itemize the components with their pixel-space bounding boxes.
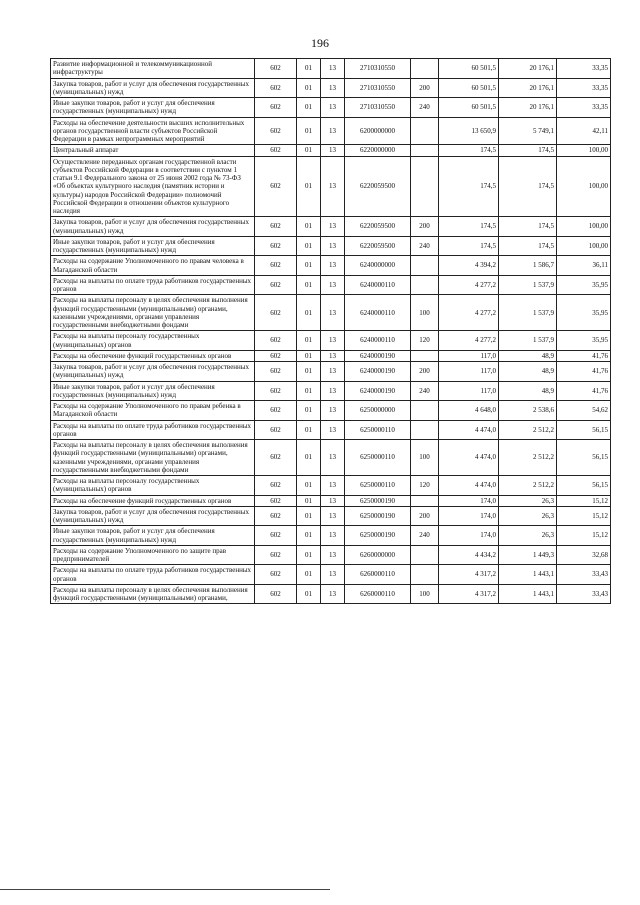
row-target-article-cell: 6250000110	[345, 476, 411, 496]
row-executed-cell: 2 512,2	[499, 440, 557, 476]
row-percent-cell: 36,11	[557, 256, 611, 276]
row-subsection-cell: 13	[321, 506, 345, 526]
row-percent-cell: 54,62	[557, 401, 611, 421]
row-target-article-cell: 6240000110	[345, 331, 411, 351]
row-expense-type-cell: 240	[411, 98, 439, 118]
row-ved-cell: 602	[255, 295, 297, 331]
row-percent-cell: 15,12	[557, 506, 611, 526]
row-section-cell: 01	[297, 98, 321, 118]
row-expense-type-cell: 240	[411, 236, 439, 256]
row-percent-cell: 100,00	[557, 236, 611, 256]
row-planned-cell: 174,0	[439, 495, 499, 506]
row-subsection-cell: 13	[321, 350, 345, 361]
table-row	[51, 401, 611, 421]
row-target-article-cell: 2710310550	[345, 59, 411, 79]
row-target-article-cell: 6260000110	[345, 565, 411, 585]
row-planned-cell: 174,5	[439, 145, 499, 156]
row-expense-type-cell	[411, 565, 439, 585]
row-target-article-cell: 6250000110	[345, 420, 411, 440]
row-target-article-cell: 2710310550	[345, 98, 411, 118]
row-percent-cell: 35,95	[557, 295, 611, 331]
row-executed-cell: 2 512,2	[499, 420, 557, 440]
row-target-article-cell: 6240000110	[345, 295, 411, 331]
row-executed-cell: 1 537,9	[499, 295, 557, 331]
row-executed-cell: 48,9	[499, 350, 557, 361]
row-planned-cell: 117,0	[439, 350, 499, 361]
row-planned-cell: 4 277,2	[439, 295, 499, 331]
row-section-cell: 01	[297, 584, 321, 604]
row-planned-cell: 174,5	[439, 236, 499, 256]
table-row	[51, 495, 611, 506]
row-expense-type-cell: 100	[411, 295, 439, 331]
row-expense-type-cell: 120	[411, 331, 439, 351]
row-percent-cell: 56,15	[557, 440, 611, 476]
table-row	[51, 420, 611, 440]
row-section-cell: 01	[297, 526, 321, 546]
row-target-article-cell: 6240000190	[345, 381, 411, 401]
row-name-cell: Расходы на выплаты по оплате труда работников государственных органов	[51, 420, 255, 440]
table-row	[51, 59, 611, 79]
row-expense-type-cell: 200	[411, 78, 439, 98]
row-name-cell: Центральный аппарат	[51, 145, 255, 156]
row-planned-cell: 4 317,2	[439, 584, 499, 604]
row-target-article-cell: 6250000190	[345, 526, 411, 546]
row-ved-cell: 602	[255, 381, 297, 401]
row-percent-cell: 33,43	[557, 584, 611, 604]
row-name-cell: Закупка товаров, работ и услуг для обеспечения государственных (муниципальных) нужд	[51, 217, 255, 237]
table-row	[51, 584, 611, 604]
row-executed-cell: 5 749,1	[499, 117, 557, 145]
row-section-cell: 01	[297, 236, 321, 256]
table-row	[51, 156, 611, 217]
row-executed-cell: 26,3	[499, 526, 557, 546]
table-row	[51, 440, 611, 476]
table-row	[51, 565, 611, 585]
row-section-cell: 01	[297, 381, 321, 401]
row-executed-cell: 26,3	[499, 495, 557, 506]
row-ved-cell: 602	[255, 78, 297, 98]
row-section-cell: 01	[297, 506, 321, 526]
row-ved-cell: 602	[255, 350, 297, 361]
table-row	[51, 78, 611, 98]
row-planned-cell: 4 277,2	[439, 275, 499, 295]
row-target-article-cell: 6250000110	[345, 440, 411, 476]
row-expense-type-cell: 120	[411, 476, 439, 496]
row-name-cell: Иные закупки товаров, работ и услуг для обеспечения государственных (муниципальных) нужд	[51, 526, 255, 546]
row-ved-cell: 602	[255, 420, 297, 440]
row-section-cell: 01	[297, 295, 321, 331]
table-row	[51, 98, 611, 118]
row-planned-cell: 60 501,5	[439, 59, 499, 79]
row-ved-cell: 602	[255, 362, 297, 382]
row-subsection-cell: 13	[321, 476, 345, 496]
row-expense-type-cell	[411, 420, 439, 440]
row-executed-cell: 1 537,9	[499, 275, 557, 295]
row-section-cell: 01	[297, 156, 321, 217]
row-target-article-cell: 6260000000	[345, 545, 411, 565]
row-section-cell: 01	[297, 59, 321, 79]
row-ved-cell: 602	[255, 156, 297, 217]
row-planned-cell: 60 501,5	[439, 98, 499, 118]
row-planned-cell: 117,0	[439, 362, 499, 382]
row-ved-cell: 602	[255, 495, 297, 506]
row-subsection-cell: 13	[321, 236, 345, 256]
table-row	[51, 545, 611, 565]
row-section-cell: 01	[297, 78, 321, 98]
row-percent-cell: 35,95	[557, 331, 611, 351]
row-expense-type-cell: 240	[411, 381, 439, 401]
row-name-cell: Расходы на выплаты по оплате труда работников государственных органов	[51, 275, 255, 295]
row-percent-cell: 41,76	[557, 350, 611, 361]
row-executed-cell: 1 586,7	[499, 256, 557, 276]
row-percent-cell: 41,76	[557, 362, 611, 382]
table-body	[51, 59, 611, 604]
row-target-article-cell: 6260000110	[345, 584, 411, 604]
table-row	[51, 256, 611, 276]
row-planned-cell: 4 474,0	[439, 440, 499, 476]
row-executed-cell: 174,5	[499, 217, 557, 237]
row-planned-cell: 4 474,0	[439, 476, 499, 496]
row-name-cell: Развитие информационной и телекоммуникационной инфраструктуры	[51, 59, 255, 79]
row-name-cell: Закупка товаров, работ и услуг для обеспечения государственных (муниципальных) нужд	[51, 506, 255, 526]
table-row	[51, 331, 611, 351]
row-expense-type-cell	[411, 545, 439, 565]
row-planned-cell: 117,0	[439, 381, 499, 401]
row-name-cell: Иные закупки товаров, работ и услуг для обеспечения государственных (муниципальных) нужд	[51, 236, 255, 256]
row-percent-cell: 100,00	[557, 145, 611, 156]
table-row	[51, 295, 611, 331]
row-percent-cell: 33,43	[557, 565, 611, 585]
row-percent-cell: 100,00	[557, 217, 611, 237]
row-percent-cell: 35,95	[557, 275, 611, 295]
row-expense-type-cell: 200	[411, 506, 439, 526]
row-name-cell: Расходы на содержание Уполномоченного по защите прав предпринимателей	[51, 545, 255, 565]
row-planned-cell: 4 648,0	[439, 401, 499, 421]
row-planned-cell: 13 650,9	[439, 117, 499, 145]
row-name-cell: Расходы на обеспечение функций государственных органов	[51, 350, 255, 361]
row-percent-cell: 56,15	[557, 420, 611, 440]
budget-table	[50, 58, 611, 604]
row-ved-cell: 602	[255, 526, 297, 546]
row-name-cell: Расходы на выплаты персоналу в целях обеспечения выполнения функций государственными (муниципальными) органами,	[51, 584, 255, 604]
row-percent-cell: 42,11	[557, 117, 611, 145]
row-section-cell: 01	[297, 495, 321, 506]
table-row	[51, 506, 611, 526]
row-section-cell: 01	[297, 476, 321, 496]
row-ved-cell: 602	[255, 236, 297, 256]
row-expense-type-cell: 100	[411, 584, 439, 604]
row-target-article-cell: 6220059500	[345, 217, 411, 237]
row-subsection-cell: 13	[321, 59, 345, 79]
table-row	[51, 381, 611, 401]
row-target-article-cell: 2710310550	[345, 78, 411, 98]
row-planned-cell: 174,5	[439, 156, 499, 217]
page-number: 196	[311, 36, 329, 50]
row-percent-cell: 33,35	[557, 59, 611, 79]
row-ved-cell: 602	[255, 256, 297, 276]
row-target-article-cell: 6220000000	[345, 145, 411, 156]
row-expense-type-cell: 200	[411, 217, 439, 237]
row-ved-cell: 602	[255, 275, 297, 295]
table-row	[51, 362, 611, 382]
row-percent-cell: 33,35	[557, 78, 611, 98]
row-ved-cell: 602	[255, 331, 297, 351]
row-ved-cell: 602	[255, 217, 297, 237]
row-name-cell: Расходы на выплаты персоналу в целях обеспечения выполнения функций государственными (муниципальными) органами, казенными учреждениями, органами управления государственными внебюджетными фондами	[51, 295, 255, 331]
row-percent-cell: 33,35	[557, 98, 611, 118]
row-planned-cell: 4 277,2	[439, 331, 499, 351]
row-name-cell: Закупка товаров, работ и услуг для обеспечения государственных (муниципальных) нужд	[51, 362, 255, 382]
row-percent-cell: 56,15	[557, 476, 611, 496]
row-executed-cell: 1 449,3	[499, 545, 557, 565]
row-planned-cell: 174,5	[439, 217, 499, 237]
row-subsection-cell: 13	[321, 98, 345, 118]
row-section-cell: 01	[297, 545, 321, 565]
row-executed-cell: 174,5	[499, 236, 557, 256]
row-ved-cell: 602	[255, 584, 297, 604]
row-subsection-cell: 13	[321, 362, 345, 382]
row-name-cell: Расходы на выплаты персоналу государственных (муниципальных) органов	[51, 331, 255, 351]
row-subsection-cell: 13	[321, 331, 345, 351]
table-row	[51, 145, 611, 156]
row-section-cell: 01	[297, 275, 321, 295]
row-ved-cell: 602	[255, 401, 297, 421]
row-ved-cell: 602	[255, 117, 297, 145]
row-planned-cell: 174,0	[439, 506, 499, 526]
row-target-article-cell: 6240000110	[345, 275, 411, 295]
row-section-cell: 01	[297, 117, 321, 145]
row-name-cell: Расходы на выплаты по оплате труда работников государственных органов	[51, 565, 255, 585]
row-planned-cell: 4 317,2	[439, 565, 499, 585]
row-executed-cell: 1 537,9	[499, 331, 557, 351]
row-planned-cell: 60 501,5	[439, 78, 499, 98]
row-executed-cell: 26,3	[499, 506, 557, 526]
row-expense-type-cell: 240	[411, 526, 439, 546]
row-executed-cell: 2 538,6	[499, 401, 557, 421]
row-subsection-cell: 13	[321, 156, 345, 217]
row-target-article-cell: 6200000000	[345, 117, 411, 145]
row-planned-cell: 174,0	[439, 526, 499, 546]
row-subsection-cell: 13	[321, 295, 345, 331]
row-ved-cell: 602	[255, 98, 297, 118]
table-row	[51, 117, 611, 145]
row-percent-cell: 32,68	[557, 545, 611, 565]
row-target-article-cell: 6250000190	[345, 506, 411, 526]
row-target-article-cell: 6250000000	[345, 401, 411, 421]
row-section-cell: 01	[297, 217, 321, 237]
row-subsection-cell: 13	[321, 565, 345, 585]
row-expense-type-cell	[411, 495, 439, 506]
table-row	[51, 350, 611, 361]
row-ved-cell: 602	[255, 476, 297, 496]
row-subsection-cell: 13	[321, 256, 345, 276]
row-executed-cell: 2 512,2	[499, 476, 557, 496]
row-section-cell: 01	[297, 565, 321, 585]
row-ved-cell: 602	[255, 545, 297, 565]
row-subsection-cell: 13	[321, 275, 345, 295]
row-target-article-cell: 6240000190	[345, 350, 411, 361]
row-section-cell: 01	[297, 350, 321, 361]
row-expense-type-cell: 200	[411, 362, 439, 382]
row-name-cell: Иные закупки товаров, работ и услуг для обеспечения государственных (муниципальных) нужд	[51, 381, 255, 401]
row-target-article-cell: 6220059500	[345, 236, 411, 256]
row-expense-type-cell: 100	[411, 440, 439, 476]
row-expense-type-cell	[411, 59, 439, 79]
row-executed-cell: 1 443,1	[499, 584, 557, 604]
row-subsection-cell: 13	[321, 420, 345, 440]
row-percent-cell: 41,76	[557, 381, 611, 401]
row-executed-cell: 1 443,1	[499, 565, 557, 585]
row-subsection-cell: 13	[321, 78, 345, 98]
row-subsection-cell: 13	[321, 117, 345, 145]
row-executed-cell: 20 176,1	[499, 59, 557, 79]
table-row	[51, 476, 611, 496]
row-executed-cell: 20 176,1	[499, 98, 557, 118]
row-target-article-cell: 6240000000	[345, 256, 411, 276]
row-section-cell: 01	[297, 145, 321, 156]
row-executed-cell: 48,9	[499, 381, 557, 401]
row-name-cell: Осуществление переданных органам государственной власти субъектов Российской Федерации в соответствии с пунктом 1 статьи 9.1 Федерального закона от 25 июня 2002 года № 73-ФЗ «Об объектах культурного наследия (памятник истории и культуры) народов Российской Федерации» полномочий Российской Федерации в отношении объектов культурного наследия	[51, 156, 255, 217]
row-expense-type-cell	[411, 401, 439, 421]
row-name-cell: Расходы на содержание Уполномоченного по правам ребенка в Магаданской области	[51, 401, 255, 421]
row-executed-cell: 20 176,1	[499, 78, 557, 98]
row-expense-type-cell	[411, 117, 439, 145]
row-section-cell: 01	[297, 256, 321, 276]
row-planned-cell: 4 394,2	[439, 256, 499, 276]
row-target-article-cell: 6250000190	[345, 495, 411, 506]
row-ved-cell: 602	[255, 565, 297, 585]
row-subsection-cell: 13	[321, 381, 345, 401]
row-subsection-cell: 13	[321, 401, 345, 421]
row-executed-cell: 48,9	[499, 362, 557, 382]
row-section-cell: 01	[297, 440, 321, 476]
row-subsection-cell: 13	[321, 440, 345, 476]
row-subsection-cell: 13	[321, 217, 345, 237]
row-name-cell: Расходы на выплаты персоналу в целях обеспечения выполнения функций государственными (муниципальными) органами, казенными учреждениями, органами управления государственными внебюджетными фондами	[51, 440, 255, 476]
row-name-cell: Расходы на обеспечение функций государственных органов	[51, 495, 255, 506]
table-row	[51, 275, 611, 295]
row-subsection-cell: 13	[321, 545, 345, 565]
row-section-cell: 01	[297, 362, 321, 382]
row-expense-type-cell	[411, 275, 439, 295]
row-name-cell: Расходы на выплаты персоналу государственных (муниципальных) органов	[51, 476, 255, 496]
row-executed-cell: 174,5	[499, 156, 557, 217]
row-planned-cell: 4 474,0	[439, 420, 499, 440]
row-expense-type-cell	[411, 350, 439, 361]
row-name-cell: Закупка товаров, работ и услуг для обеспечения государственных (муниципальных) нужд	[51, 78, 255, 98]
row-subsection-cell: 13	[321, 584, 345, 604]
row-subsection-cell: 13	[321, 495, 345, 506]
row-section-cell: 01	[297, 331, 321, 351]
row-name-cell: Иные закупки товаров, работ и услуг для обеспечения государственных (муниципальных) нужд	[51, 98, 255, 118]
row-subsection-cell: 13	[321, 145, 345, 156]
table-row	[51, 236, 611, 256]
row-name-cell: Расходы на содержание Уполномоченного по правам человека в Магаданской области	[51, 256, 255, 276]
row-percent-cell: 15,12	[557, 526, 611, 546]
row-ved-cell: 602	[255, 440, 297, 476]
row-planned-cell: 4 434,2	[439, 545, 499, 565]
row-executed-cell: 174,5	[499, 145, 557, 156]
row-percent-cell: 100,00	[557, 156, 611, 217]
row-section-cell: 01	[297, 401, 321, 421]
row-percent-cell: 15,12	[557, 495, 611, 506]
table-row	[51, 526, 611, 546]
row-ved-cell: 602	[255, 145, 297, 156]
row-expense-type-cell	[411, 256, 439, 276]
table-row	[51, 217, 611, 237]
row-ved-cell: 602	[255, 59, 297, 79]
row-ved-cell: 602	[255, 506, 297, 526]
row-expense-type-cell	[411, 145, 439, 156]
footer-divider	[0, 889, 330, 890]
row-expense-type-cell	[411, 156, 439, 217]
row-target-article-cell: 6220059500	[345, 156, 411, 217]
row-target-article-cell: 6240000190	[345, 362, 411, 382]
row-subsection-cell: 13	[321, 526, 345, 546]
row-section-cell: 01	[297, 420, 321, 440]
row-name-cell: Расходы на обеспечение деятельности высших исполнительных органов государственной власти субъектов Российской Федерации в рамках непрограммных мероприятий	[51, 117, 255, 145]
